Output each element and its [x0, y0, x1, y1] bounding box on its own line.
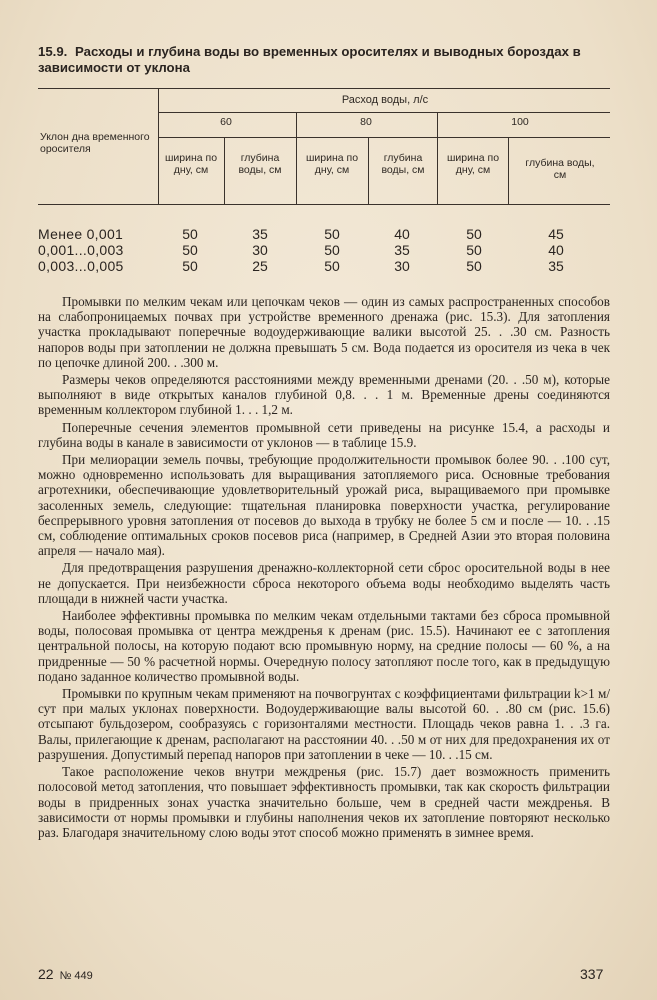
paragraph: Промывки по мелким чекам или цепочкам чеков — один из самых распространенных способов на слабопроницаемых почвах при устройстве временного дренажа (рис. 15.3). Для затопления участка прокладывают поперечные водоудерживающие валики высотой 25. . .30 см. Разность напоров воды при затоплении не должна превышать 5 см. Вода подается из оросителя из чека в чек по цепочке длиной 200. . .300 м.: [38, 294, 610, 370]
row-label: 0,003...0,005: [38, 258, 124, 274]
row-label: Менее 0,001: [38, 226, 124, 242]
table-cell: 25: [252, 258, 268, 274]
table-vline: [296, 112, 297, 204]
table-cell: 50: [324, 226, 340, 242]
paragraph: Наиболее эффективны промывка по мелким чекам отдельными тактами без сброса промывной воды, полосовая промывка от центра междренья к дренам (рис. 15.5). Начинают ее с затопления центральной полосы, на которую подают всю промывную норму, на средние полосы — 60 %, а на придренные — 50 % расчетной нормы. Очередную полосу затопляют после того, как в предыдущую подано заданное количество промывной воды.: [38, 608, 610, 684]
table-title: Расходы и глубина воды во временных оросителях и выводных бороздах в зависимости от уклона: [38, 44, 581, 75]
table-cell: 50: [182, 258, 198, 274]
table-cell: 50: [182, 242, 198, 258]
row-label: 0,001...0,003: [38, 242, 124, 258]
sub-header: ширина по дну, см: [164, 152, 218, 176]
flow-100: 100: [511, 116, 529, 128]
signature-number: 22: [38, 966, 54, 982]
paragraph: Поперечные сечения элементов промывной сети приведены на рисунке 15.4, а расходы и глубина воды в канале в зависимости от уклонов — в таблице 15.9.: [38, 419, 610, 450]
paragraph: Для предотвращения разрушения дренажно-коллекторной сети сброс оросительной воды в нее не допускается. При неизбежности сброса некоторого объема воды необходимо выделять часть площади в нижней части участка.: [38, 560, 610, 606]
table-cell: 45: [548, 226, 564, 242]
table-vline: [224, 137, 225, 204]
table-cell: 50: [324, 258, 340, 274]
flow-80: 80: [360, 116, 372, 128]
group-header: Расход воды, л/с: [341, 94, 429, 106]
paragraph: Промывки по крупным чекам применяют на почвогрунтах с коэффициентами фильтрации k>1 м/сут при малых уклонах поверхности. Водоудерживающие валы высотой 60. . .80 см (рис. 15.6) отсыпают бульдозером, сообразуясь с горизонталями местности. Площадь чеков равна 1. . .3 га. Валы, прилегающие к дренам, располагают на расстоянии 40. . .50 м от них для предохранения их от разрушения. Допустимый перепад напоров при затоплении в чеке — 10. . .15 см.: [38, 686, 610, 762]
paragraph: Размеры чеков определяются расстояниями между временными дренами (20. . .50 м), которые выполняют в виде открытых каналов глубиной 0,8. . . 1 м. Временные дрены соединяются временным коллектором глубиной 1. . . 1,2 м.: [38, 372, 610, 418]
table-cell: 50: [466, 258, 482, 274]
body-text: [38, 294, 610, 842]
group-rule: [158, 112, 610, 113]
table-top-rule: [38, 88, 610, 89]
sub-header: глубина воды, см: [525, 157, 595, 181]
table-cell: 35: [548, 258, 564, 274]
table-cell: 50: [182, 226, 198, 242]
page-number: 337: [580, 966, 604, 982]
flow-rule: [158, 137, 610, 138]
footer-signature: [38, 966, 93, 982]
table-cell: 50: [324, 242, 340, 258]
row-header: Уклон дна временного оросителя: [40, 131, 150, 155]
table-vline: [368, 137, 369, 204]
header-bottom-rule: [38, 204, 610, 205]
table-vline: [158, 88, 159, 204]
table-cell: 35: [394, 242, 410, 258]
table-cell: 50: [466, 226, 482, 242]
sub-header: глубина воды, см: [238, 152, 282, 176]
table-cell: 40: [394, 226, 410, 242]
flow-60: 60: [220, 116, 232, 128]
sub-header: ширина по дну, см: [305, 152, 359, 176]
sub-header: ширина по дну, см: [446, 152, 500, 176]
table-vline: [437, 112, 438, 204]
table-heading: [38, 44, 598, 76]
table-cell: 50: [466, 242, 482, 258]
sub-header: глубина воды, см: [381, 152, 425, 176]
paragraph: При мелиорации земель почвы, требующие продолжительности промывок более 90. . .100 сут, можно одновременно использовать для выращивания затопляемого риса. Основные требования агротехники, обеспечивающие удовлетворительный урожай риса, выращиваемого при промывке засоленных земель, следующие: тщательная планировка поверхности участка, регулирование беспрерывного уровня затопления от посевов до выхода в трубку не более 5 см и после — 10. . .15 см, соблюдение оптимальных сроков посевов риса (например, в Средней Азии это вторая половина апреля — начало мая).: [38, 452, 610, 559]
table-cell: 30: [252, 242, 268, 258]
table-number: 15.9.: [38, 44, 68, 59]
table-cell: 40: [548, 242, 564, 258]
order-number: № 449: [59, 970, 93, 982]
paragraph: Такое расположение чеков внутри междренья (рис. 15.7) дает возможность применить полосовой метод затопления, что повышает эффективность промывки, так как скорость фильтрации воды в придренных зонах участка значительно больше, чем в средней части междренья. В зависимости от нормы промывки и глубины наполнения чеков их затопление повторяют несколько раз. Благодаря значительному слою воды этот способ можно применять в зимнее время.: [38, 764, 610, 840]
table-cell: 30: [394, 258, 410, 274]
table-cell: 35: [252, 226, 268, 242]
table-vline: [508, 137, 509, 204]
